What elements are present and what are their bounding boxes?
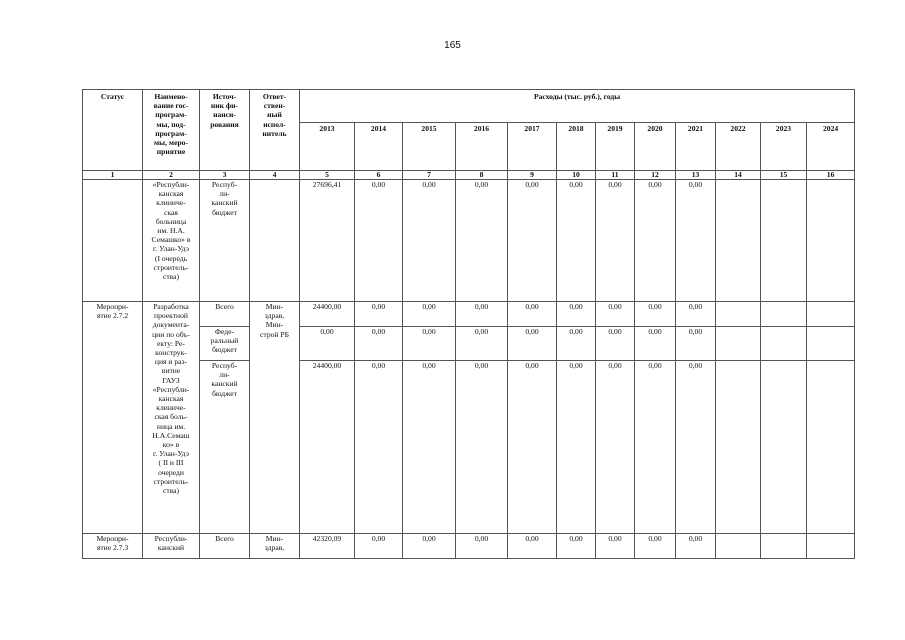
column-number: 16 [807,171,855,180]
cell-status [83,180,143,302]
year-2021: 2021 [676,123,716,171]
cell-responsible: Мин- здрав, Мин- строй РБ [250,302,300,534]
column-number: 9 [508,171,557,180]
cell-value: 27696,41 [300,180,355,302]
header-responsible: Ответ- ствен- ный испол- нитель [250,90,300,171]
cell-value [761,302,807,327]
cell-source: Всего [200,302,250,327]
year-2020: 2020 [635,123,676,171]
cell-value: 0,00 [557,327,596,361]
cell-value: 0,00 [635,361,676,534]
cell-value [807,327,855,361]
cell-value: 0,00 [456,327,508,361]
column-number: 11 [596,171,635,180]
cell-value [807,180,855,302]
budget-table [82,89,855,559]
cell-value: 0,00 [635,302,676,327]
page-number: 165 [444,40,461,51]
cell-responsible [250,180,300,302]
cell-value: 0,00 [355,327,403,361]
cell-value: 0,00 [596,180,635,302]
cell-value: 0,00 [355,361,403,534]
table-row [83,180,855,302]
cell-value: 0,00 [456,302,508,327]
column-number: 7 [403,171,456,180]
cell-value [761,361,807,534]
year-2024: 2024 [807,123,855,171]
cell-value: 0,00 [635,180,676,302]
cell-value: 0,00 [676,361,716,534]
column-number: 8 [456,171,508,180]
cell-value: 0,00 [676,302,716,327]
cell-value [807,534,855,559]
column-number: 6 [355,171,403,180]
cell-value [716,180,761,302]
cell-value [761,180,807,302]
cell-value [716,302,761,327]
cell-value: 0,00 [557,180,596,302]
year-2016: 2016 [456,123,508,171]
cell-value [761,534,807,559]
column-number: 3 [200,171,250,180]
table-row [83,302,855,327]
column-number-row [83,171,855,180]
cell-value: 24400,00 [300,302,355,327]
cell-value [716,327,761,361]
year-2019: 2019 [596,123,635,171]
cell-source: Респуб- ли- канский бюджет [200,180,250,302]
column-number: 1 [83,171,143,180]
cell-value: 0,00 [676,180,716,302]
year-2018: 2018 [557,123,596,171]
cell-value [807,302,855,327]
cell-value: 0,00 [508,327,557,361]
column-number: 2 [143,171,200,180]
cell-source: Респуб- ли- канский бюджет [200,361,250,534]
cell-value: 0,00 [596,327,635,361]
column-number: 12 [635,171,676,180]
cell-value: 0,00 [300,327,355,361]
year-2013: 2013 [300,123,355,171]
cell-responsible: Мин- здрав, [250,534,300,559]
cell-value: 0,00 [635,534,676,559]
column-number: 4 [250,171,300,180]
cell-value: 0,00 [508,180,557,302]
cell-source: Всего [200,534,250,559]
cell-value: 0,00 [635,327,676,361]
header-name: Наимено- вание гос- програм- мы, под- програм- мы, меро- приятие [143,90,200,171]
cell-value: 0,00 [403,534,456,559]
column-number: 5 [300,171,355,180]
cell-value: 42320,09 [300,534,355,559]
cell-value: 0,00 [508,302,557,327]
cell-source: Феде- ральный бюджет [200,327,250,361]
cell-value: 0,00 [508,534,557,559]
table-row [83,534,855,559]
year-2017: 2017 [508,123,557,171]
cell-value: 0,00 [596,302,635,327]
cell-value: 0,00 [403,180,456,302]
cell-value [807,361,855,534]
header-status: Статус [83,90,143,171]
cell-value: 0,00 [557,361,596,534]
cell-value: 0,00 [596,361,635,534]
cell-value: 0,00 [508,361,557,534]
header-row [83,90,855,123]
cell-value: 0,00 [676,534,716,559]
cell-value: 0,00 [403,327,456,361]
cell-value: 0,00 [456,180,508,302]
cell-value: 24400,00 [300,361,355,534]
header-source: Источ- ник фи- нанси- рования [200,90,250,171]
cell-name: Разработка проектной документа- ции по объ- екту: Ре- конструк- ция и раз- витие ГАУЗ «Республи- канская клиниче- ская боль- ница им. Н.А.Семаш ко» в г. Улан-Удэ ( II и III очереди строитель- ства) [143,302,200,534]
cell-status: Меропри- ятие 2.7.2 [83,302,143,534]
cell-name: Республи- канский [143,534,200,559]
header-expenses: Расходы (тыс. руб.), годы [300,90,855,123]
column-number: 15 [761,171,807,180]
cell-value: 0,00 [596,534,635,559]
year-2014: 2014 [355,123,403,171]
cell-value: 0,00 [456,361,508,534]
column-number: 13 [676,171,716,180]
cell-value: 0,00 [557,302,596,327]
cell-value: 0,00 [557,534,596,559]
cell-value: 0,00 [676,327,716,361]
year-2022: 2022 [716,123,761,171]
cell-name: «Республи- канская клиниче- ская больница им. Н.А. Семашко» в г. Улан-Удэ (I очередь строитель- ства) [143,180,200,302]
cell-value: 0,00 [403,361,456,534]
column-number: 14 [716,171,761,180]
column-number: 10 [557,171,596,180]
cell-value [716,361,761,534]
cell-value: 0,00 [355,534,403,559]
cell-value: 0,00 [355,180,403,302]
cell-status: Меропри- ятие 2.7.3 [83,534,143,559]
cell-value: 0,00 [355,302,403,327]
cell-value: 0,00 [456,534,508,559]
cell-value [716,534,761,559]
year-2015: 2015 [403,123,456,171]
year-2023: 2023 [761,123,807,171]
cell-value: 0,00 [403,302,456,327]
cell-value [761,327,807,361]
